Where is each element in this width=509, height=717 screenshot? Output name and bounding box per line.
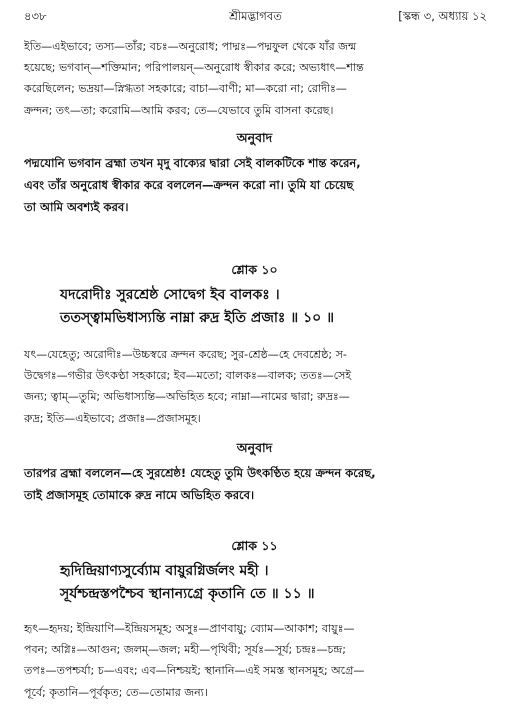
translation-heading: অনুবাদ xyxy=(236,440,273,455)
translation-text xyxy=(24,462,487,506)
verse-text xyxy=(60,284,489,330)
translation-line: তারপর ব্রহ্মা বললেন—হে সুরশ্রেষ্ঠ! যেহেতু তুমি উৎকণ্ঠিত হয়ে ক্রন্দন করেছ, xyxy=(24,466,376,480)
synonym-line: পবন; অগ্নিঃ—আগুন; জলম্—জল; মহী—পৃথিবী; সূর্যঃ—সূর্য; চন্দ্রঃ—চন্দ্র; xyxy=(24,643,347,657)
synonym-line: হৃৎ—হৃদয়; ইন্দ্রিয়াণি—ইন্দ্রিয়সমূহ; অসুঃ—প্রাণবায়ু; ব্যোম—আকাশ; বায়ুঃ— xyxy=(24,622,355,635)
verse-heading: শ্লোক ১১ xyxy=(231,538,278,553)
verse-text xyxy=(60,560,489,606)
verse-line: ততস্ত্বামভিধাস্যন্তি নাম্না রুদ্র ইতি প্রজাঃ ॥ ১০ ॥ xyxy=(60,310,335,326)
book-title: শ্রীমদ্ভাগবত xyxy=(229,9,282,23)
translation-text xyxy=(24,152,487,218)
translation-line: এবং তাঁর অনুরোধ স্বীকার করে বললেন—ক্রন্দন করো না। তুমি যা চেয়েছ xyxy=(24,178,354,192)
synonym-line: রুদ্র; ইতি—এইভাবে; প্রজাঃ—প্রজাসমূহ। xyxy=(24,411,201,425)
page-number: ৪৩৮ xyxy=(24,9,47,23)
translation-line: পদ্মযোনি ভগবান ব্রহ্মা তখন মৃদু বাক্যের দ্বারা সেই বালকটিকে শান্ত করেন, xyxy=(24,156,361,170)
section-reference: [স্কন্ধ ৩, অধ্যায় ১২ xyxy=(398,9,487,23)
synonym-line: পূর্বে; কৃতানি—পূর্বকৃত; তে—তোমার জন্য। xyxy=(24,685,208,699)
verse-heading: শ্লোক ১০ xyxy=(231,262,278,277)
synonym-line: ইতি—এইভাবে; তস্য—তাঁর; বচঃ—অনুরোধ; পাদ্মঃ—পদ্মফুল থেকে যাঁর জন্ম xyxy=(24,40,357,53)
translation-heading: অনুবাদ xyxy=(236,130,273,145)
synonyms xyxy=(24,618,487,703)
translation-line: তাই প্রজাসমূহ তোমাকে রুদ্র নামে অভিহিত করবে। xyxy=(24,488,255,502)
synonyms xyxy=(24,344,487,429)
translation-line: তা আমি অবশ্যই করব। xyxy=(24,200,129,214)
verse-line: যদরোদীঃ সুরশ্রেষ্ঠ সোদ্বেগ ইব বালকঃ । xyxy=(60,287,280,303)
verse-line: হৃদিন্দ্রিয়াণ্যসুর্ব্যোম বায়ুরগ্নির্জলং মহী । xyxy=(60,563,269,579)
synonym-line: করেছিলেন; ভদ্রয়া—স্নিগ্ধতা সহকারে; বাচা—বাণী; মা—করো না; রোদীঃ— xyxy=(24,82,347,96)
synonym-line: যৎ—যেহেতু; অরোদীঃ—উচ্চস্বরে ক্রন্দন করেছ; সুর-শ্রেষ্ঠ—হে দেবশ্রেষ্ঠ; স- xyxy=(24,348,347,361)
intro-synonyms xyxy=(24,36,487,121)
synonym-line: ক্রন্দন; তৎ—তা; করোমি—আমি করব; তে—যেভাবে তুমি বাসনা করেছ। xyxy=(24,103,334,117)
synonym-line: উদ্বেগঃ—গভীর উৎকণ্ঠা সহকারে; ইব—মতো; বালকঃ—বালক; ততঃ—সেই xyxy=(24,369,352,383)
synonym-line: তপঃ—তপশ্চর্যা; চ—এবং; এব—নিশ্চয়ই; স্থানানি—এই সমস্ত স্থানসমূহ; অগ্রে— xyxy=(24,664,365,678)
synonym-line: হয়েছে; ভগবান্—শক্তিমান; পরিপালয়ন্—অনুরোধ স্বীকার করে; অভ্যধাৎ—শান্ত xyxy=(24,61,364,75)
page-header xyxy=(24,8,487,26)
verse-line: সূর্যশ্চন্দ্রস্তপশ্চৈব স্থানান্যগ্রে কৃতানি তে ॥ ১১ ॥ xyxy=(60,586,315,602)
synonym-line: জন্য; ত্বাম্—তুমি; অভিধাস্যন্তি—অভিহিত হবে; নাম্না—নামের দ্বারা; রুদ্রঃ— xyxy=(24,390,350,404)
